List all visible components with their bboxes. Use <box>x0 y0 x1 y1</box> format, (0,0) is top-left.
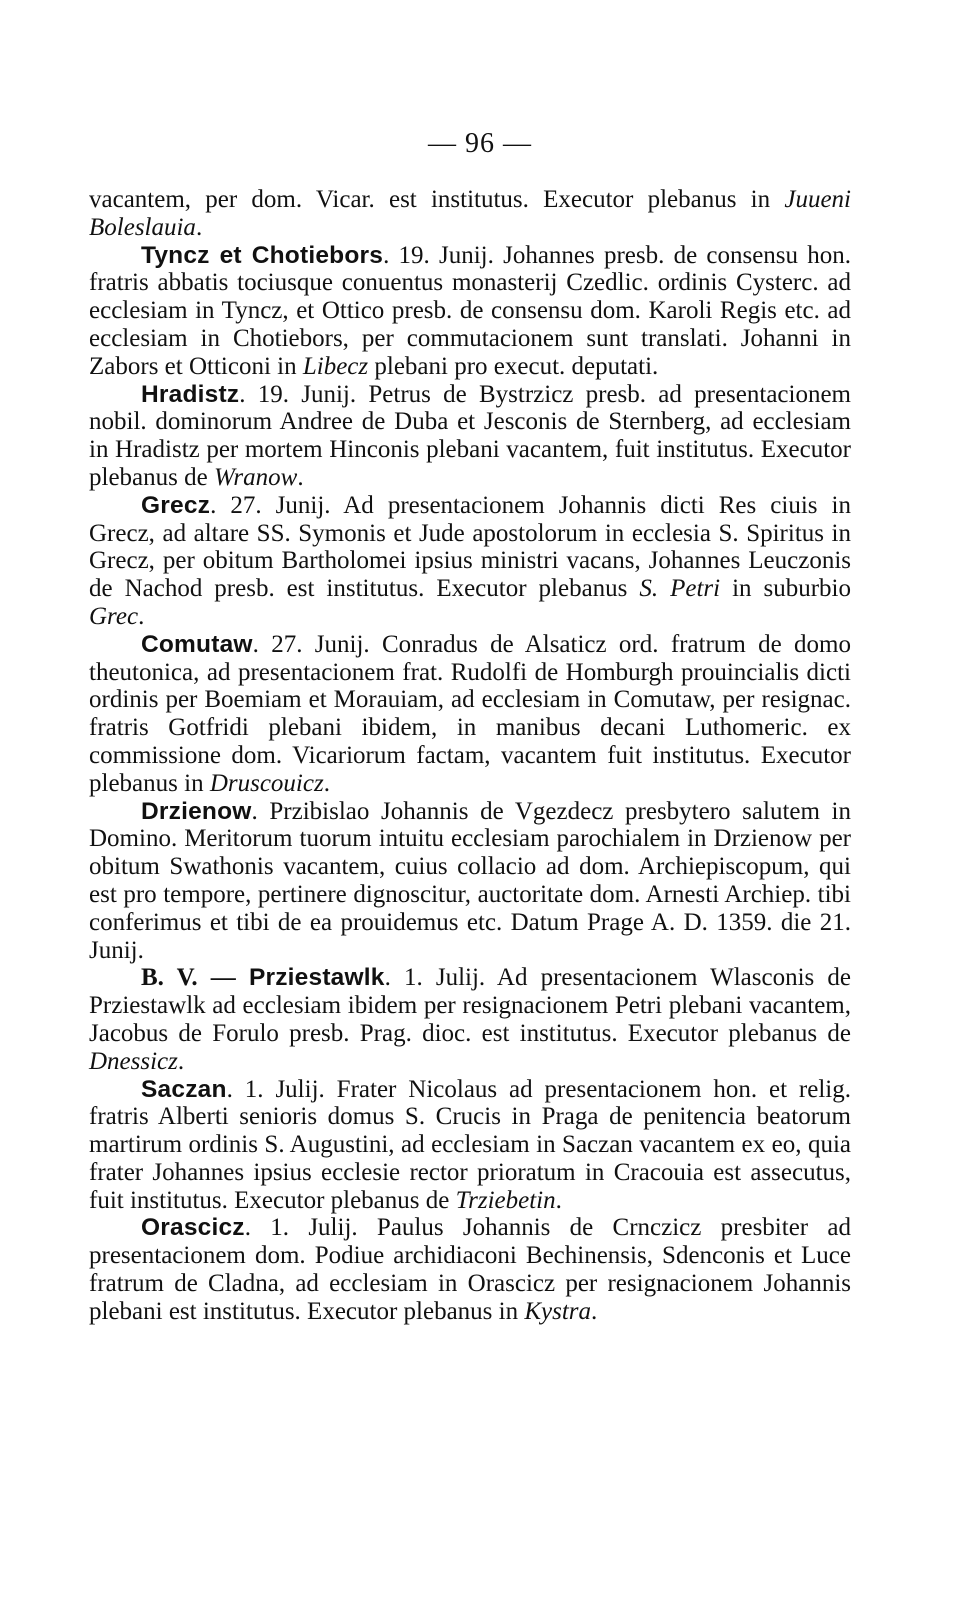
entry-text: . 19. Junij. Petrus de Bystrzicz presb. ad presentacionem nobil. dominorum Andree de Duba et Jesconis de Sternberg, ad ecclesiam in Hradistz per mortem Hinconis plebani vacantem, fuit institutus. Executor plebanus de <box>89 380 851 491</box>
place-heading: Drzienow <box>141 797 252 825</box>
text-body <box>89 186 851 1326</box>
place-heading: Hradistz <box>141 380 240 408</box>
entry-text: . 1. Julij. Ad presentacionem Wlasconis de Prziestawlk ad ecclesiam ibidem per resignacionem Petri plebani vacantem, Jacobus de Forulo presb. Prag. dioc. est institutus. Executor plebanus de <box>89 964 851 1047</box>
entry-continuation <box>89 186 851 242</box>
section-prefix: B. V. — <box>141 964 249 992</box>
entry-text: vacantem, per dom. Vicar. est institutus. Executor plebanus in <box>89 186 785 213</box>
entry-text: . 1. Julij. Paulus Johannis de Crnczicz presbiter ad presentacionem dom. Podiue archidiaconi Bechinensis, Sdenconis et Luce fratrum de Cladna, ad ecclesiam in Orascicz per resignacionem Johannis plebani est institutus. Executor plebanus in <box>89 1214 851 1325</box>
entry-italic: Druscouicz <box>209 769 324 797</box>
entry-text-middle: in suburbio <box>720 575 851 603</box>
entry-text-end: . <box>138 602 145 630</box>
entry-text-end: plebani pro execut. deputati. <box>368 352 659 380</box>
place-heading: Grecz <box>141 491 211 519</box>
place-heading: Saczan <box>141 1075 227 1103</box>
entry-text-end: . <box>297 463 304 491</box>
entry-text-end: . <box>177 1047 185 1075</box>
entry-text: . 27. Junij. Ad presentacionem Johannis dicti Res ciuis in Grecz, ad altare SS. Symonis et Jude apostolorum in ecclesia S. Spiritus in Grecz, per obitum Bartholomei ipsius ministri vacans, Johannes Leuczonis de Nachod presb. est institutus. Executor plebanus <box>89 491 851 603</box>
entry-italic: Wranow <box>213 463 298 491</box>
place-heading: Prziestawlk <box>248 964 385 992</box>
entry-text: . Przibislao Johannis de Vgezdecz presbytero salutem in Domino. Meritorum tuorum intuitu ecclesiam parochialem in Drzienow per obitum Swathonis vacantem, cuius collacio ad dom. Archiepiscopum, qui est pro tempore, pertinere dignoscitur, auctoritate dom. Arnesti Archiep. tibi conferimus et tibi de ea prouidemus etc. Datum Prage A. D. 1359. die 21. Junij. <box>89 797 851 964</box>
entry-hradistz <box>89 381 851 492</box>
entry-drzienow <box>89 798 851 965</box>
entry-comutaw <box>89 631 851 798</box>
entry-italic: Trziebetin <box>455 1186 556 1214</box>
entry-text-end: . <box>555 1186 562 1214</box>
entry-italic: S. Petri <box>639 575 721 603</box>
entry-italic: Libecz <box>302 352 369 380</box>
entry-text-end: . <box>195 213 203 241</box>
entry-grecz <box>89 492 851 631</box>
entry-text: . 27. Junij. Conradus de Alsaticz ord. fratrum de domo theutonica, ad presentacionem frat. Rudolfi de Homburgh prouincialis dicti ordinis per Boemiam et Morauiam, ad ecclesiam in Comutaw, per resignac. fratris Gotfridi plebani ibidem, in manibus decani Luthomeric. ex commissione dom. Vicariorum factam, vacantem fuit institutus. Executor plebanus in <box>89 630 851 797</box>
entry-italic: Kystra <box>524 1297 592 1325</box>
entry-text: . 1. Julij. Frater Nicolaus ad presentacionem hon. et relig. fratris Alberti senioris domus S. Crucis in Praga de penitencia beatorum martirum ordinis S. Augustini, ad ecclesiam in Saczan vacantem ex eo, quia frater Johannes ipsius ecclesie rector prioratum in Cracouia est assecutus, fuit institutus. Executor plebanus de <box>89 1075 851 1214</box>
entry-italic-2: Grec <box>89 602 139 630</box>
entry-tyncz <box>89 242 851 381</box>
place-heading: Tyncz et Chotiebors <box>141 241 384 269</box>
entry-text-end: . <box>323 769 330 797</box>
entry-text: . 19. Junij. Johannes presb. de consensu hon. fratris abbatis tociusque conuentus monasterij Czedlic. ordinis Cysterc. ad ecclesiam in Tyncz, et Ottico presb. de consensu dom. Karoli Regis etc. ad ecclesiam in Chotiebors, per commutacionem sunt translati. Johanni in Zabors et Otticoni in <box>89 241 851 380</box>
entry-saczan <box>89 1076 851 1215</box>
place-heading: Comutaw <box>141 630 253 658</box>
entry-text-end: . <box>591 1297 598 1325</box>
page-number: — 96 — <box>428 128 532 159</box>
entry-italic: Dnessicz <box>89 1047 178 1075</box>
entry-italic: Juueni Boleslauia <box>89 186 851 241</box>
entry-prziestawlk <box>89 964 851 1075</box>
entry-orascicz <box>89 1214 851 1325</box>
place-heading: Orascicz <box>141 1214 245 1242</box>
